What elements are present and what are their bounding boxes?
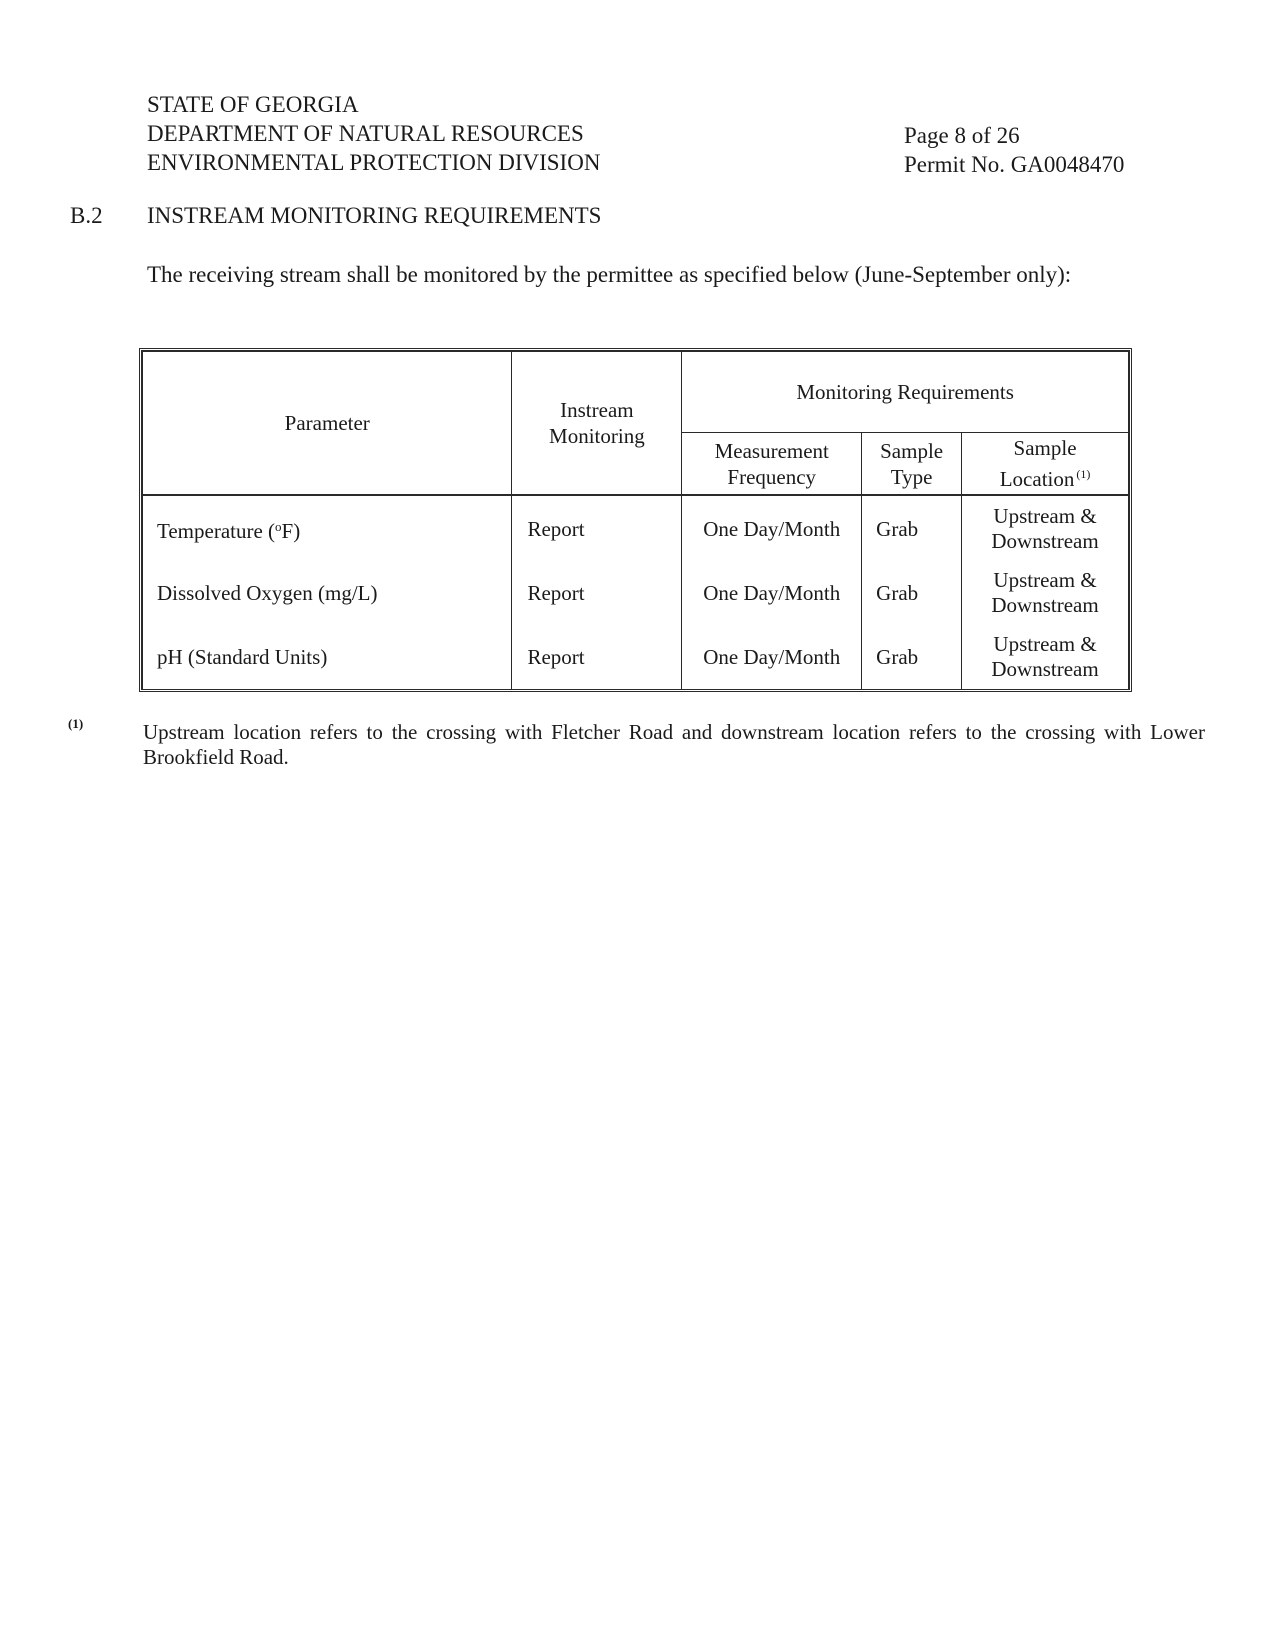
- row-parameter-unit: F): [281, 519, 301, 544]
- footnote-marker: (1): [68, 716, 84, 731]
- agency-line-state: STATE OF GEORGIA: [147, 92, 359, 117]
- row-instream: Report: [512, 562, 682, 625]
- footnote-text: Upstream location refers to the crossing with Fletcher Road and downstream location refers to the crossing with Lower Brookfield Road.: [143, 720, 1205, 769]
- table-row: [143, 624, 1129, 689]
- row-location: [962, 624, 1129, 689]
- header-loc-line1: Sample: [1013, 436, 1077, 461]
- header-instream-monitoring: [512, 352, 682, 496]
- agency-line-department: DEPARTMENT OF NATURAL RESOURCES: [147, 121, 584, 146]
- header-monitoring-requirements: Monitoring Requirements: [682, 352, 1129, 433]
- header-instream-line1: Instream: [560, 398, 634, 423]
- section-title: INSTREAM MONITORING REQUIREMENTS: [147, 203, 602, 228]
- section-intro: The receiving stream shall be monitored by the permittee as specified below (June-September only):: [147, 262, 1072, 287]
- row-instream: Report: [512, 495, 682, 562]
- row-sample-type: Grab: [862, 562, 962, 625]
- row-sample-type: Grab: [862, 495, 962, 562]
- row-location-line2: Downstream: [991, 529, 1099, 554]
- row-location-line1: Upstream &: [993, 504, 1097, 529]
- row-location: [962, 495, 1129, 562]
- monitoring-table-frame: [139, 348, 1132, 692]
- header-loc-line2: [962, 461, 1128, 492]
- header-sample-location: [962, 433, 1129, 496]
- row-frequency: One Day/Month: [682, 624, 862, 689]
- table-row: [143, 495, 1129, 562]
- row-parameter: pH (Standard Units): [143, 624, 512, 689]
- header-loc-footnote-ref: (1): [1076, 467, 1091, 482]
- degree-symbol: o: [275, 519, 282, 535]
- row-instream: Report: [512, 624, 682, 689]
- row-parameter-text: Temperature (: [157, 519, 276, 544]
- table-row: [143, 562, 1129, 625]
- monitoring-table: [142, 351, 1129, 689]
- row-sample-type: Grab: [862, 624, 962, 689]
- page-info: [904, 121, 1124, 179]
- header-type-line1: Sample: [880, 438, 944, 463]
- header-parameter: Parameter: [143, 352, 512, 496]
- row-parameter: [143, 495, 512, 562]
- agency-line-division: ENVIRONMENTAL PROTECTION DIVISION: [147, 150, 601, 175]
- permit-number: Permit No. GA0048470: [904, 152, 1125, 177]
- header-measurement-frequency: [682, 433, 862, 496]
- section-number: B.2: [70, 203, 103, 228]
- row-location-line1: Upstream &: [993, 631, 1097, 656]
- row-location: [962, 562, 1129, 625]
- row-frequency: One Day/Month: [682, 562, 862, 625]
- header-type-line2: Type: [890, 464, 933, 489]
- row-frequency: One Day/Month: [682, 495, 862, 562]
- header-freq-line1: Measurement: [714, 438, 829, 463]
- row-location-line2: Downstream: [991, 593, 1099, 618]
- page-number: Page 8 of 26: [904, 123, 1020, 148]
- row-location-line2: Downstream: [991, 656, 1099, 681]
- row-location-line1: Upstream &: [993, 568, 1097, 593]
- agency-header: [147, 90, 600, 177]
- header-freq-line2: Frequency: [727, 464, 817, 489]
- header-loc-label: Location: [999, 467, 1075, 492]
- row-parameter: Dissolved Oxygen (mg/L): [143, 562, 512, 625]
- header-instream-line2: Monitoring: [549, 424, 645, 449]
- header-sample-type: [862, 433, 962, 496]
